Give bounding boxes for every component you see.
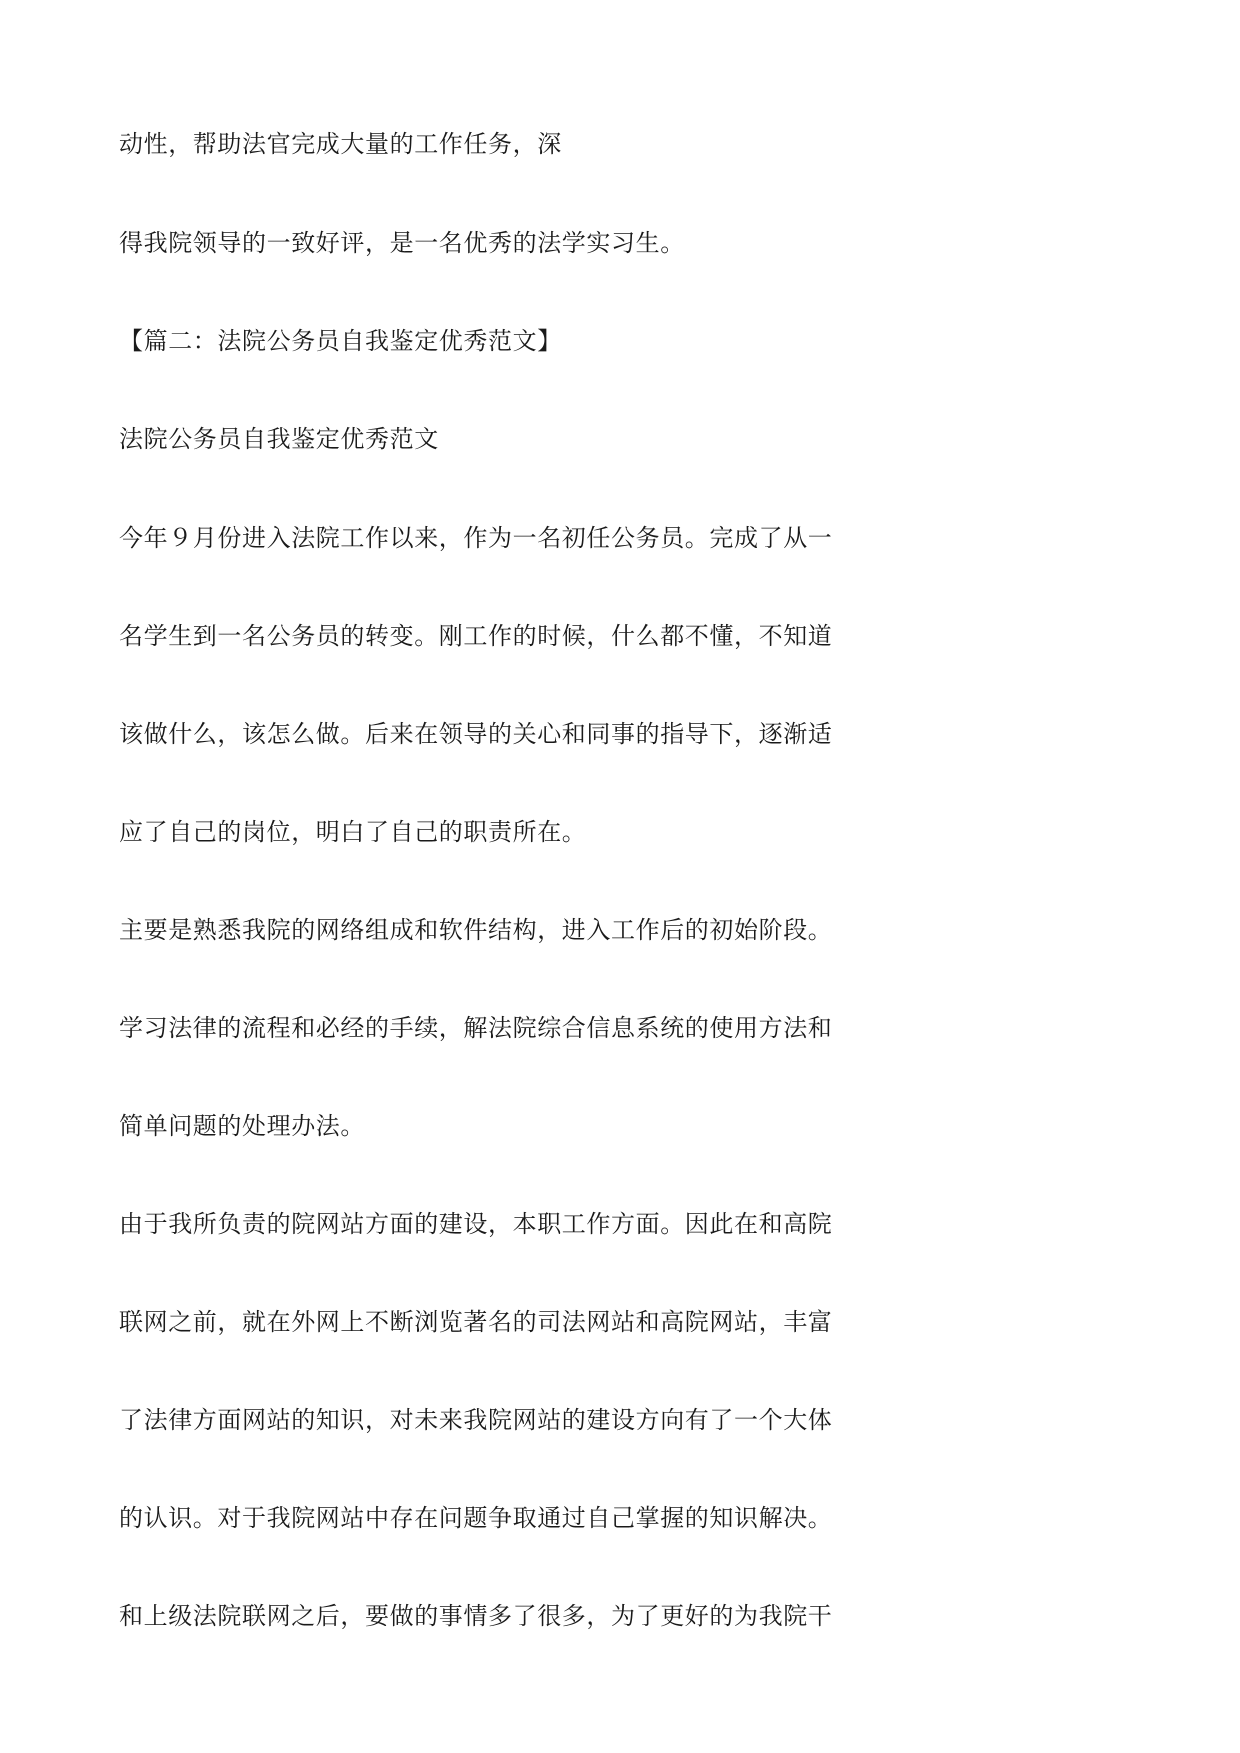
paragraph-line: 和上级法院联网之后，要做的事情多了很多，为了更好的为我院干 bbox=[119, 1602, 833, 1630]
paragraph-line: 的认识。对于我院网站中存在问题争取通过自己掌握的知识解决。 bbox=[119, 1504, 833, 1532]
paragraph-line: 该做什么，该怎么做。后来在领导的关心和同事的指导下，逐渐适 bbox=[119, 720, 833, 748]
paragraph-line: 学习法律的流程和必经的手续，解法院综合信息系统的使用方法和 bbox=[119, 1014, 833, 1042]
paragraph-line: 主要是熟悉我院的网络组成和软件结构，进入工作后的初始阶段。 bbox=[119, 916, 833, 944]
paragraph-line: 名学生到一名公务员的转变。刚工作的时候，什么都不懂，不知道 bbox=[119, 622, 833, 650]
paragraph-line: 今年９月份进入法院工作以来，作为一名初任公务员。完成了从一 bbox=[119, 524, 833, 552]
paragraph-line: 得我院领导的一致好评，是一名优秀的法学实习生。 bbox=[119, 229, 685, 257]
paragraph-line: 了法律方面网站的知识，对未来我院网站的建设方向有了一个大体 bbox=[119, 1406, 833, 1434]
paragraph-line: 联网之前，就在外网上不断浏览著名的司法网站和高院网站，丰富 bbox=[119, 1308, 833, 1336]
paragraph-line: 简单问题的处理办法。 bbox=[119, 1112, 365, 1140]
paragraph-line: 动性，帮助法官完成大量的工作任务，深 bbox=[119, 130, 562, 158]
document-title: 法院公务员自我鉴定优秀范文 bbox=[119, 425, 439, 453]
paragraph-line: 应了自己的岗位，明白了自己的职责所在。 bbox=[119, 818, 587, 846]
paragraph-line: 由于我所负责的院网站方面的建设，本职工作方面。因此在和高院 bbox=[119, 1210, 833, 1238]
section-heading: 【篇二：法院公务员自我鉴定优秀范文】 bbox=[119, 327, 562, 355]
